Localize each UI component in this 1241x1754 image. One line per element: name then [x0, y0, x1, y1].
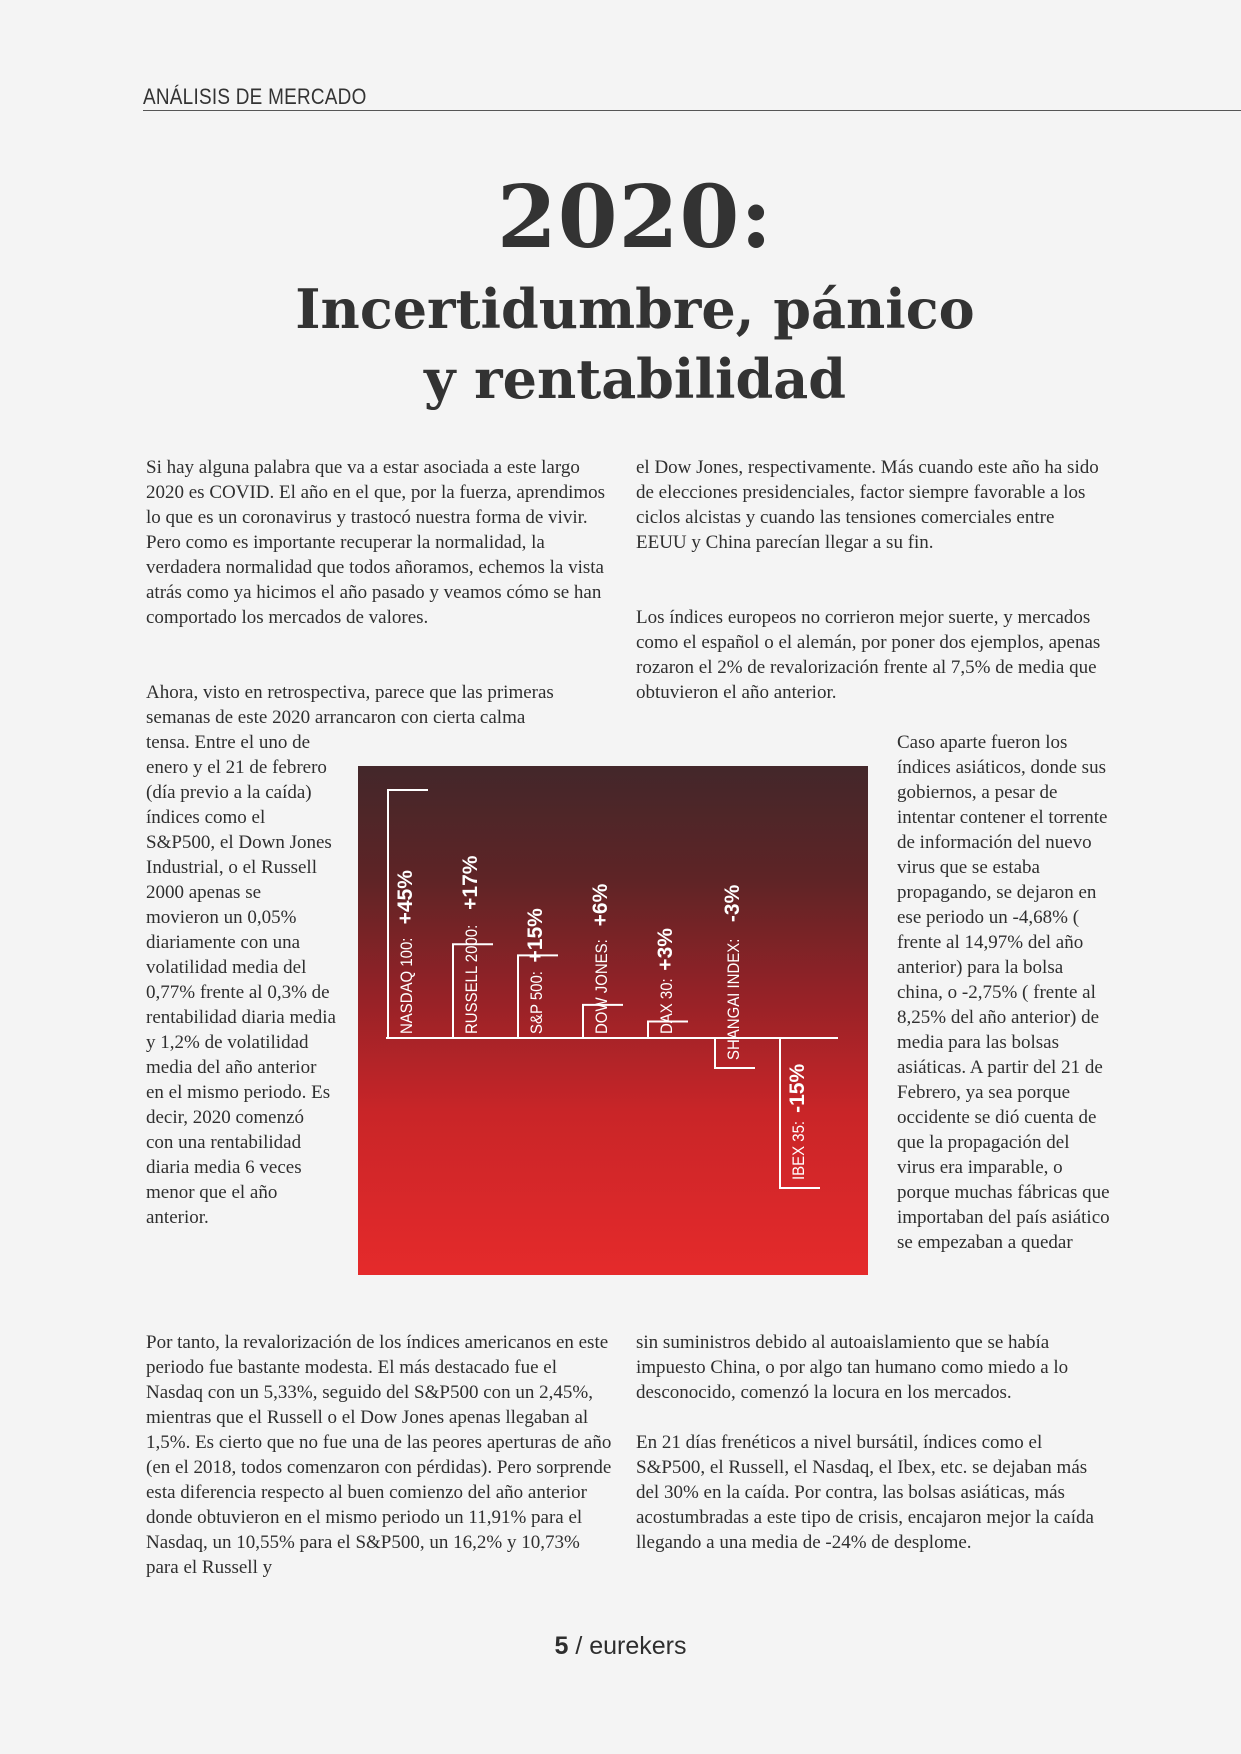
paragraph-col1-second: Ahora, visto en retrospectiva, parece que las primeras semanas de este 2020 arrancaron con cierta calma — [146, 682, 554, 728]
title-year: 2020: — [496, 167, 774, 268]
title-subtitle — [0, 274, 1241, 414]
paragraph-col2-first: el Dow Jones, respectivamente. Más cuando este año ha sido de elecciones presidenciales, factor siempre favorable a los ciclos alcistas y cuando las tensiones comerciales entre EEUU y China parecían llegar a su fin. — [636, 457, 1099, 553]
title-line-1: Incertidumbre, pánico — [295, 277, 975, 341]
chart-label-value: -15% — [786, 1063, 809, 1113]
market-returns-chart — [358, 766, 868, 1275]
paragraph-col2-third: sin suministros debido al autoaislamiento que se había impuesto China, o por algo tan humano como miedo a lo desconocido, comenzó la locura en los mercados. — [636, 1332, 1069, 1403]
paragraph-col2-fourth: En 21 días frenéticos a nivel bursátil, índices como el S&P500, el Russell, el Nasdaq, el Ibex, etc. se dejaban más del 30% en la caída. Por contra, las bolsas asiáticas, más acostumbradas a este tipo de crisis, encajaron mejor la caída llegando a una media de -24% de desplome. — [636, 1432, 1094, 1553]
chart-label-value: +17% — [459, 855, 482, 910]
paragraph-col1-wrapped: tensa. Entre el uno de enero y el 21 de febrero (día previo a la caída) índices como el S&P500, el Down Jones Industrial, o el Russell 2000 apenas se movieron un 0,05% diariamente con una volatilidad media del 0,77% frente al 0,3% de rentabilidad diaria media y 1,2% de volatilidad media del año anterior en el mismo periodo. Es decir, 2020 comenzó con una rentabilidad diaria media 6 veces menor que el año anterior. — [146, 732, 336, 1228]
paragraph-col1-third: Por tanto, la revalorización de los índices americanos en este periodo fue bastante modesta. El más destacado fue el Nasdaq con un 5,33%, seguido del S&P500 con un 2,45%, mientras que el Russell o el Dow Jones apenas llegaban al 1,5%. Es cierto que no fue una de las peores aperturas de año (en el 2018, todos comenzaron con pérdidas). Pero sorprende esta diferencia respecto al buen comienzo del año anterior donde obtuvieron en el mismo periodo un 11,91% para el Nasdaq, un 10,55% para el S&P500, un 16,2% y 10,73% para el Russell y — [146, 1332, 612, 1578]
paragraph-col2-wrapped: Caso aparte fueron los índices asiáticos, donde sus gobiernos, a pesar de intentar contener el torrente de información del nuevo virus que se estaba propagando, se dejaron en ese periodo un -4,68% ( frente al 14,97% del año anterior) para la bolsa china, o -2,75% ( frente al 8,25% del año anterior) de media para las bolsas asiáticas. A partir del 21 de Febrero, ya sea porque occidente se dió cuenta de que la propagación del virus era imparable, o porque muchas fábricas que importaban del país asiático se empezaban a quedar — [897, 732, 1110, 1253]
chart-svg — [358, 766, 868, 1275]
title-line-2: y rentabilidad — [424, 347, 846, 411]
chart-label-value: +15% — [524, 908, 547, 963]
paragraph-col1-intro: Si hay alguna palabra que va a estar asociada a este largo 2020 es COVID. El año en el que, por la fuerza, aprendimos lo que es un coronavirus y trastocó nuestra forma de vivir. Pero como es importante recuperar la normalidad, la verdadera normalidad que todos añoramos, echemos la vista atrás como ya hicimos el año pasado y veamos cómo se han comportado los mercados de valores. — [146, 457, 606, 628]
chart-label-name: SHANGAI INDEX: — [724, 938, 743, 1060]
chart-label-value: +6% — [589, 883, 612, 927]
chart-label-value: -3% — [721, 884, 744, 923]
section-label: ANÁLISIS DE MERCADO — [143, 84, 367, 109]
paragraph-col2-second: Los índices europeos no corrieron mejor suerte, y mercados como el español o el alemán, por poner dos ejemplos, apenas rozaron el 2% de revalorización frente al 7,5% de media que obtuvieron el año anterior. — [636, 607, 1101, 703]
chart-label-name: DAX 30: — [657, 978, 676, 1034]
header-rule — [143, 110, 1241, 111]
chart-label-value: +3% — [654, 928, 677, 971]
chart-label-value: +45% — [394, 870, 417, 925]
chart-label-name: S&P 500: — [527, 971, 546, 1034]
footer-brand: eurekers — [589, 1632, 687, 1660]
page-footer — [0, 1632, 1241, 1661]
chart-label-name: NASDAQ 100: — [397, 937, 416, 1034]
chart-label-name: DOW JONES: — [592, 939, 611, 1034]
footer-separator: / — [568, 1632, 590, 1660]
chart-label-name: RUSSELL 2000: — [462, 924, 481, 1034]
chart-label-name: IBEX 35: — [789, 1120, 808, 1180]
page-number: 5 — [554, 1632, 569, 1660]
